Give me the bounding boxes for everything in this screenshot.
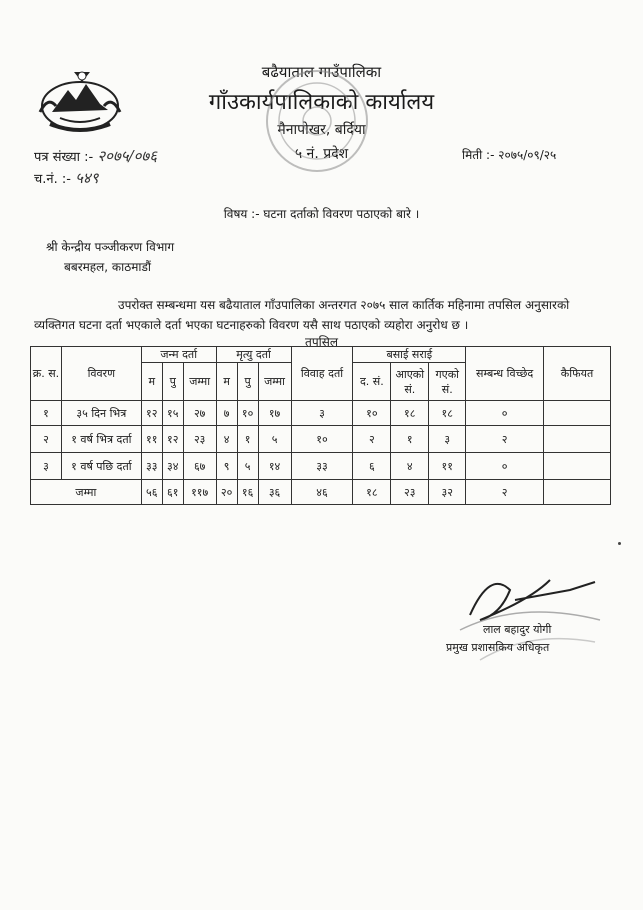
cell-remarks bbox=[544, 426, 611, 453]
recipient-line-2: बबरमहल, काठमाडौं bbox=[64, 260, 152, 274]
cell-remarks bbox=[544, 453, 611, 480]
cell: ११ bbox=[141, 426, 162, 453]
office-address: मैनापोखर, बर्दिया bbox=[277, 122, 366, 138]
ink-mark bbox=[618, 542, 621, 545]
cell: १५ bbox=[162, 401, 183, 426]
header-marriage: विवाह दर्ता bbox=[291, 347, 353, 401]
header-migration-dasa: द. सं. bbox=[353, 363, 391, 401]
cell: २ bbox=[466, 426, 544, 453]
cell: ५ bbox=[237, 453, 258, 480]
body-paragraph-line-2: व्यक्तिगत घटना दर्ता भएकाले दर्ता भएका घटनाहरुको विवरण यसै साथ पठाएको व्यहोरा अनुरोध छ । bbox=[34, 318, 469, 332]
header-divorce: सम्बन्ध विच्छेद bbox=[466, 347, 544, 401]
table-row bbox=[31, 453, 611, 480]
table-row bbox=[31, 426, 611, 453]
subject-line: विषय :- घटना दर्ताको विवरण पठाएको बारे । bbox=[223, 207, 420, 221]
cell: २३ bbox=[391, 480, 429, 505]
letter-number-label: पत्र संख्या :- bbox=[34, 150, 94, 165]
signatory-title: प्रमुख प्रशासकिय अधिकृत bbox=[446, 641, 550, 654]
header-death: मृत्यु दर्ता bbox=[216, 347, 291, 363]
dispatch-number bbox=[34, 168, 99, 188]
cell: १२ bbox=[162, 426, 183, 453]
cell: ३३ bbox=[141, 453, 162, 480]
cell: १ bbox=[237, 426, 258, 453]
cell-sn: २ bbox=[31, 426, 62, 453]
cell: ११ bbox=[429, 453, 466, 480]
header-remarks: कैफियत bbox=[544, 347, 611, 401]
table-total-row bbox=[31, 480, 611, 505]
cell: ५ bbox=[258, 426, 291, 453]
cell-sn: ३ bbox=[31, 453, 62, 480]
cell: ३६ bbox=[258, 480, 291, 505]
cell: १७ bbox=[258, 401, 291, 426]
event-registration-table bbox=[30, 346, 611, 505]
header-birth: जन्म दर्ता bbox=[141, 347, 216, 363]
cell: १० bbox=[353, 401, 391, 426]
cell: ४६ bbox=[291, 480, 353, 505]
cell: १८ bbox=[391, 401, 429, 426]
header-birth-female: म bbox=[141, 363, 162, 401]
province-label: ५ नं. प्रदेश bbox=[294, 146, 349, 162]
office-name: गाँउकार्यपालिकाको कार्यालय bbox=[208, 90, 435, 115]
date-field: मिती :- २०७५/०९/२५ bbox=[462, 148, 557, 162]
header-migration-in: आएको सं. bbox=[391, 363, 429, 401]
header-death-total: जम्मा bbox=[258, 363, 291, 401]
cell: ३३ bbox=[291, 453, 353, 480]
cell: १४ bbox=[258, 453, 291, 480]
table-row bbox=[31, 401, 611, 426]
cell-desc: १ वर्ष पछि दर्ता bbox=[61, 453, 141, 480]
cell: २० bbox=[216, 480, 237, 505]
cell-desc: ३५ दिन भित्र bbox=[61, 401, 141, 426]
header-birth-total: जम्मा bbox=[183, 363, 216, 401]
cell: ९ bbox=[216, 453, 237, 480]
cell: १ bbox=[391, 426, 429, 453]
total-label: जम्मा bbox=[31, 480, 142, 505]
cell: ३४ bbox=[162, 453, 183, 480]
cell: ४ bbox=[391, 453, 429, 480]
cell: ६७ bbox=[183, 453, 216, 480]
cell-desc: १ वर्ष भित्र दर्ता bbox=[61, 426, 141, 453]
cell: ६ bbox=[353, 453, 391, 480]
recipient-line-1: श्री केन्द्रीय पञ्जीकरण विभाग bbox=[46, 240, 175, 254]
cell: ४ bbox=[216, 426, 237, 453]
cell-remarks bbox=[544, 480, 611, 505]
letter-number-value: २०७५/०७६ bbox=[97, 147, 157, 165]
body-paragraph-line-1: उपरोक्त सम्बन्धमा यस बढैयाताल गाँउपालिका अन्तरगत २०७५ साल कार्तिक महिनामा तपसिल अनुसारको bbox=[118, 298, 570, 312]
cell: १८ bbox=[353, 480, 391, 505]
cell: २७ bbox=[183, 401, 216, 426]
header-migration: बसाई सराई bbox=[353, 347, 466, 363]
header-death-female: म bbox=[216, 363, 237, 401]
table-caption: तपसिल bbox=[304, 335, 338, 349]
cell: १६ bbox=[237, 480, 258, 505]
cell: ३ bbox=[429, 426, 466, 453]
header-serial: क्र. स. bbox=[31, 347, 62, 401]
cell: ११७ bbox=[183, 480, 216, 505]
cell: २ bbox=[353, 426, 391, 453]
cell: ० bbox=[466, 401, 544, 426]
cell: ३२ bbox=[429, 480, 466, 505]
municipality-name: बढैयाताल गाउँपालिका bbox=[261, 63, 382, 81]
signatory-name: लाल बहादुर योगी bbox=[483, 623, 552, 636]
dispatch-number-value: ५४९ bbox=[75, 169, 99, 187]
cell: ० bbox=[466, 453, 544, 480]
dispatch-number-label: च.नं. :- bbox=[34, 172, 71, 187]
header-migration-out: गएको सं. bbox=[429, 363, 466, 401]
office-seal-stamp bbox=[262, 66, 372, 176]
cell-remarks bbox=[544, 401, 611, 426]
cell: २३ bbox=[183, 426, 216, 453]
cell: २ bbox=[466, 480, 544, 505]
cell-sn: १ bbox=[31, 401, 62, 426]
cell: ६१ bbox=[162, 480, 183, 505]
cell: १८ bbox=[429, 401, 466, 426]
cell: ५६ bbox=[141, 480, 162, 505]
cell: १० bbox=[291, 426, 353, 453]
table-header-row-1 bbox=[31, 347, 611, 363]
cell: ३ bbox=[291, 401, 353, 426]
header-birth-male: पु bbox=[162, 363, 183, 401]
letter-number bbox=[34, 146, 157, 166]
cell: ७ bbox=[216, 401, 237, 426]
header-description: विवरण bbox=[61, 347, 141, 401]
cell: १२ bbox=[141, 401, 162, 426]
header-death-male: पु bbox=[237, 363, 258, 401]
cell: १० bbox=[237, 401, 258, 426]
